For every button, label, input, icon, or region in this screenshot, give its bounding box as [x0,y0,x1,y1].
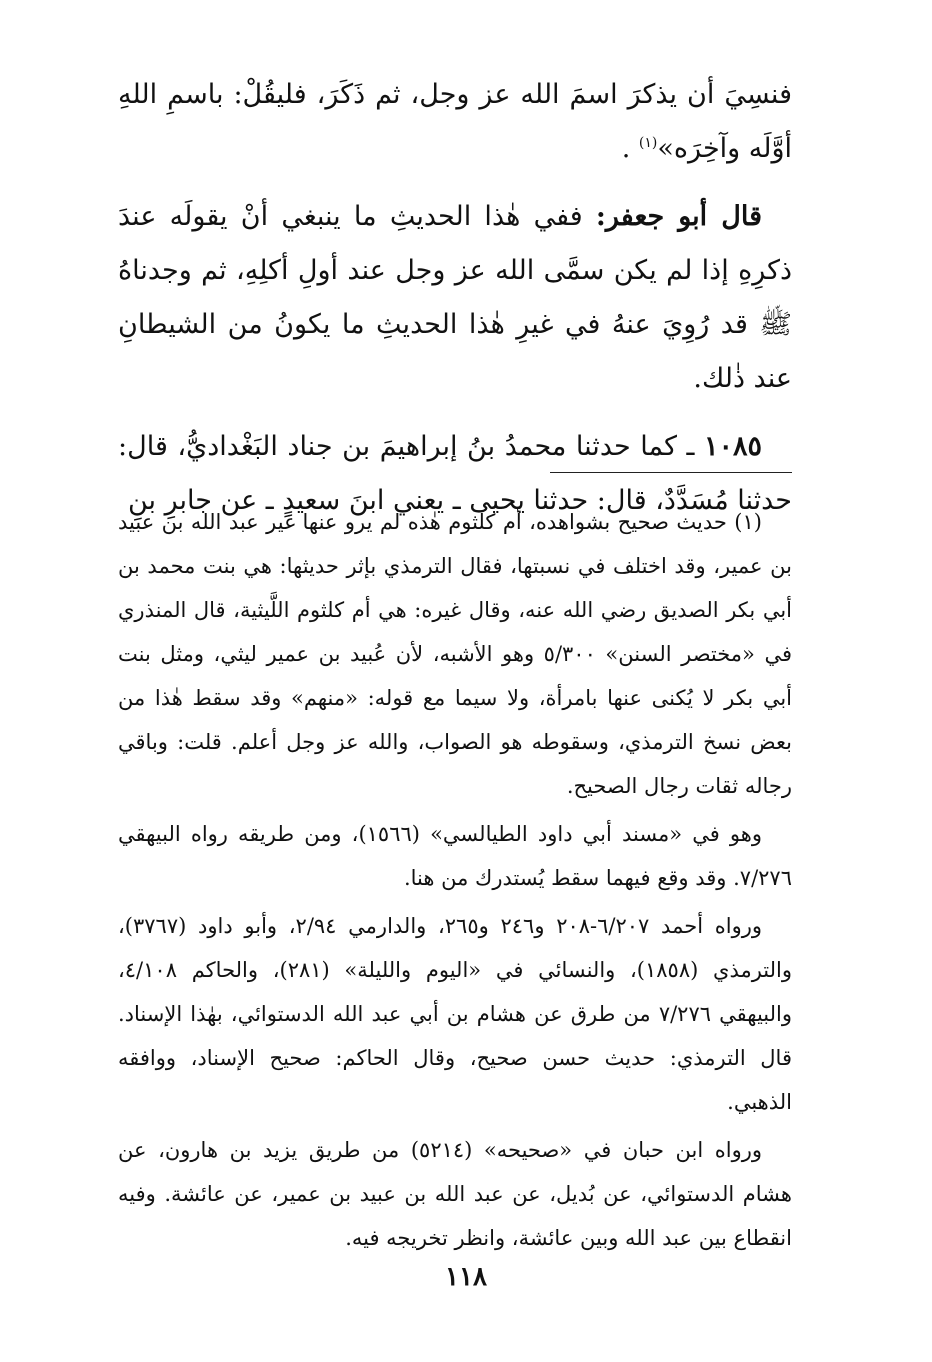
hadith-number: ١٠٨٥ [703,431,762,462]
footnote-reference-1: (١) [638,135,658,151]
main-paragraph-3-text: ـ كما حدثنا محمدُ بنُ إبراهيمَ بن جناد البَغْداديُّ، قال: حدثنا مُسَدَّدٌ، قال: حدثنا يحيى ـ يعني ابنَ سعيدٍ ـ عن جابرِ بنِ [118,431,792,516]
footnote-1: (١) حديث صحيح بشواهده، أم كلثوم هٰذه لم يرو عنها غير عبد الله بن عبيد بن عمير، وقد اختلف في نسبتها، فقال الترمذي بإثر حديثها: هي بنت محمد بن أبي بكر الصديق رضي الله عنه، وقال غيره: هي أم كلثوم اللَّيثية، قال المنذري في «مختصر السنن» ٥/٣٠٠ وهو الأشبه، لأن عُبيد بن عمير ليثي، ومثل بنت أبي بكر لا يُكنى عنها بامرأة، ولا سيما مع قوله: «منهم» وقد سقط هٰذا من بعض نسخ الترمذي، وسقوطه هو الصواب، والله عز وجل أعلم. قلت: وباقي رجاله ثقات رجال الصحيح. [118,510,793,798]
main-paragraph-1-end: . [621,133,639,164]
footnote-2: وهو في «مسند أبي داود الطيالسي» (١٥٦٦)، ومن طريقه رواه البيهقي ٧/٢٧٦. وقد وقع فيهما سقط يُستدرك من هنا. [118,822,792,890]
footnote-4: ورواه ابن حبان في «صحيحه» (٥٢١٤) من طريق يزيد بن هارون، عن هشام الدستوائي، عن بُديل، عن عبد الله بن عبيد بن عمير، عن عائشة. وفيه انقطاع بين عبد الله وبين عائشة، وانظر تخريجه فيه. [118,1138,792,1250]
main-paragraph-1-text: فنسِيَ أن يذكرَ اسمَ الله عز وجل، ثم ذَكَرَ، فليقُلْ: باسمِ اللهِ أوَّلَه وآخِرَه» [118,79,792,164]
footnotes-section [118,500,792,1264]
main-paragraph-2 [118,190,792,406]
abu-jafar-heading: قال أبو جعفر: [595,201,762,232]
main-text-body [118,68,792,542]
footnote-3: ورواه أحمد ٦/٢٠٧-٢٠٨ و٢٤٦ و٢٦٥، والدارمي ٢/٩٤، وأبو داود (٣٧٦٧)، والترمذي (١٨٥٨)، والنسائي في «اليوم والليلة» (٢٨١)، والحاكم ٤/١٠٨، والبيهقي ٧/٢٧٦ من طرق عن هشام بن أبي عبد الله الدستوائي، بهٰذا الإسناد. قال الترمذي: حديث حسن صحيح، وقال الحاكم: صحيح الإسناد، ووافقه الذهبي. [118,914,793,1114]
page-number: ١١٨ [445,1262,487,1292]
main-paragraph-2-text: ففي هٰذا الحديثِ ما ينبغي أنْ يقولَه عندَ ذكرِهِ إذا لم يكن سمَّى الله عز وجل عند أولِ أكلِهِ، ثم وجدناهُ ﷺ قد رُوِيَ عنهُ في غيرِ هٰذا الحديثِ ما يكونُ من الشيطانِ عند ذٰلك. [118,201,792,394]
footnote-divider [550,472,792,473]
main-paragraph-1 [118,68,792,176]
